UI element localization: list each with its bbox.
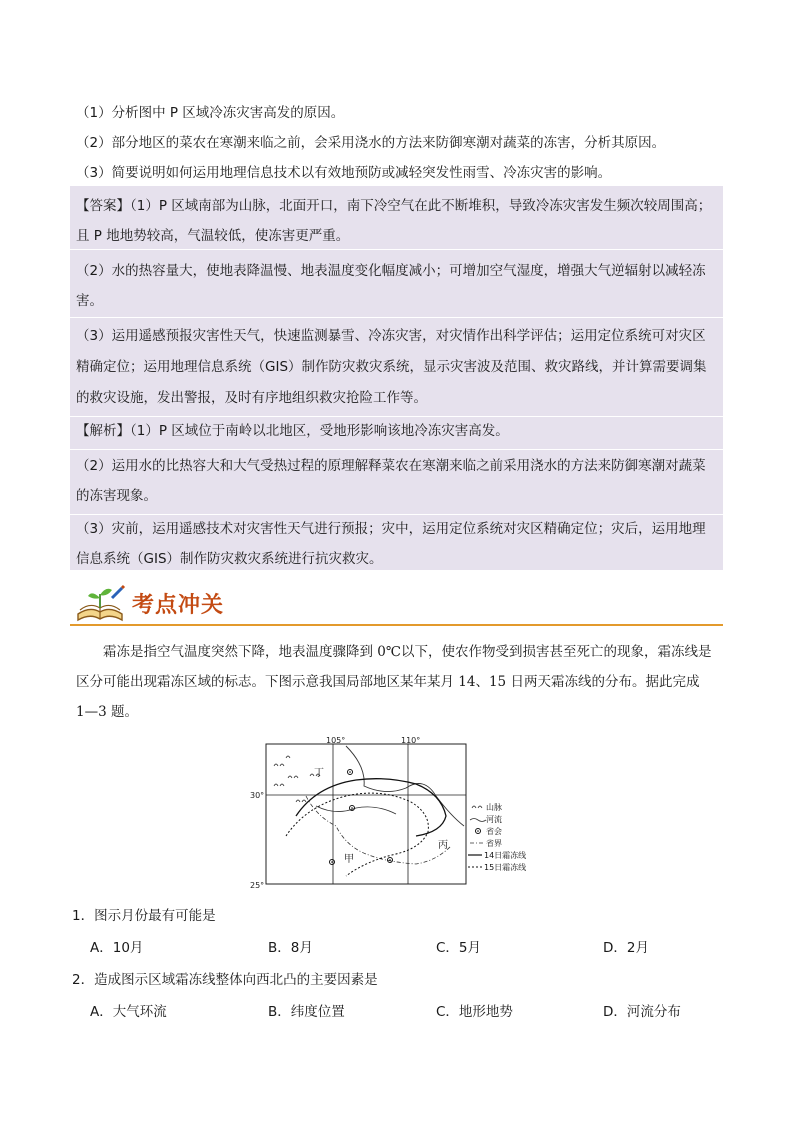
legend-item: 山脉 <box>486 803 502 812</box>
map-svg <box>246 736 556 896</box>
question-1: （1）分析图中 P 区域冷冻灾害高发的原因。 <box>76 105 345 121</box>
place-label-ding: 丁 <box>314 768 324 779</box>
place-label-jia: 甲 <box>344 854 354 865</box>
divider <box>70 249 723 250</box>
lon-label: 110° <box>401 736 421 745</box>
analysis-line: （3）灾前，运用遥感技术对灾害性天气进行预报；灾中，运用定位系统对灾区精确定位；灾后，运用地理 <box>76 521 706 537</box>
legend-item: 省会 <box>486 827 502 836</box>
analysis-line: （2）运用水的比热容大和大气受热过程的原理解释菜农在寒潮来临之前采用浇水的方法来防御寒潮对蔬菜 <box>76 458 706 474</box>
book-sprout-icon <box>72 580 128 626</box>
lat-label: 30° <box>250 791 265 800</box>
section-title: 考点冲关 <box>132 592 225 618</box>
answer-line: （3）运用遥感预报灾害性天气，快速监测暴雪、冷冻灾害，对灾情作出科学评估；运用定位系统可对灾区 <box>76 328 706 344</box>
answer-line: 且 P 地地势较高，气温较低，使冻害更严重。 <box>76 228 350 244</box>
option-2b[interactable]: B．纬度位置 <box>268 1004 345 1020</box>
option-2c[interactable]: C．地形地势 <box>436 1004 513 1020</box>
legend-item: 省界 <box>486 839 502 848</box>
question-3: （3）简要说明如何运用地理信息技术以有效地预防或减轻突发性雨雪、冷冻灾害的影响。 <box>76 165 612 181</box>
map-legend <box>468 802 526 872</box>
mc-question-1-stem: 1．图示月份最有可能是 <box>72 908 216 924</box>
answer-line: 【答案】（1）P 区域南部为山脉，北面开口，南下冷空气在此不断堆积，导致冷冻灾害发生频次较周围高； <box>76 198 712 214</box>
option-1c[interactable]: C．5月 <box>436 940 482 956</box>
answer-line: 精确定位；运用地理信息系统（GIS）制作防灾救灾系统，显示灾害波及范围、救灾路线，并计算需要调集 <box>76 359 707 375</box>
banner-underline <box>70 624 723 626</box>
option-2a[interactable]: A．大气环流 <box>90 1004 167 1020</box>
mc-question-2-stem: 2．造成图示区域霜冻线整体向西北凸的主要因素是 <box>72 972 378 988</box>
divider <box>70 317 723 318</box>
legend-item: 15日霜冻线 <box>484 863 527 872</box>
answer-line: 的救灾设施，发出警报，及时有序地组织救灾抢险工作等。 <box>76 390 427 406</box>
place-label-bing: 丙 <box>438 840 448 851</box>
option-1a[interactable]: A．10月 <box>90 940 144 956</box>
analysis-line: 信息系统（GIS）制作防灾救灾系统进行抗灾救灾。 <box>76 551 383 567</box>
analysis-line: 的冻害现象。 <box>76 488 157 504</box>
divider <box>70 449 723 450</box>
intro-line: 霜冻是指空气温度突然下降，地表温度骤降到 0℃以下，使农作物受到损害甚至死亡的现象，霜冻线是 <box>76 644 712 660</box>
intro-line: 1—3 题。 <box>76 704 138 720</box>
divider <box>70 416 723 417</box>
divider <box>70 514 723 515</box>
question-2: （2）部分地区的菜农在寒潮来临之前，会采用浇水的方法来防御寒潮对蔬菜的冻害，分析其原因。 <box>76 135 666 151</box>
legend-item: 河流 <box>486 815 502 824</box>
section-banner <box>70 580 723 628</box>
lat-label: 25° <box>250 881 265 890</box>
option-1d[interactable]: D．2月 <box>603 940 649 956</box>
analysis-line: 【解析】（1）P 区域位于南岭以北地区，受地形影响该地冷冻灾害高发。 <box>76 423 509 439</box>
answer-line: （2）水的热容量大，使地表降温慢、地表温度变化幅度减小；可增加空气湿度，增强大气逆辐射以减轻冻 <box>76 263 706 279</box>
legend-item: 14日霜冻线 <box>484 851 527 860</box>
lon-label: 105° <box>326 736 346 745</box>
frost-line-map <box>246 736 556 896</box>
answer-line: 害。 <box>76 293 103 309</box>
option-2d[interactable]: D．河流分布 <box>603 1004 681 1020</box>
option-1b[interactable]: B．8月 <box>268 940 313 956</box>
intro-line: 区分可能出现霜冻区域的标志。下图示意我国局部地区某年某月 14、15 日两天霜冻线的分布。据此完成 <box>76 674 700 690</box>
